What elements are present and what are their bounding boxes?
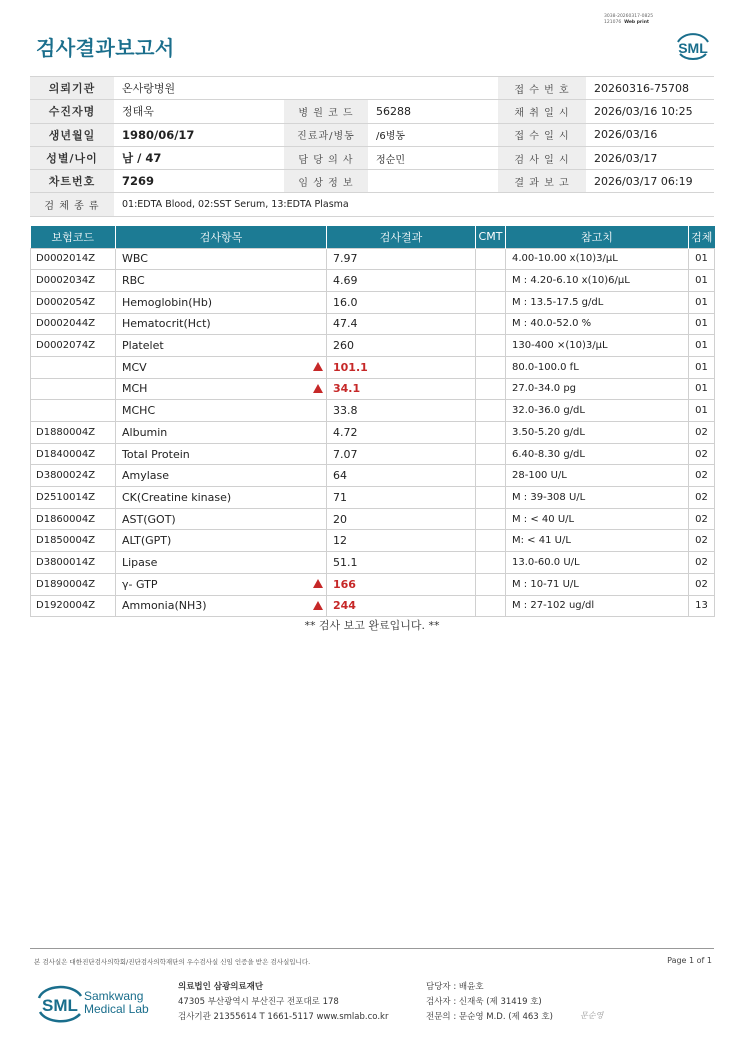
test-item xyxy=(116,356,327,378)
clinical-value xyxy=(368,170,498,193)
test-result: 101.1 xyxy=(327,356,476,378)
logo-text: SML xyxy=(678,40,708,56)
receipt-no-label: 접 수 번 호 xyxy=(498,77,586,100)
table-row xyxy=(31,573,715,595)
test-code: D0002074Z xyxy=(31,335,116,357)
test-result: 12 xyxy=(327,530,476,552)
table-row xyxy=(31,313,715,335)
test-code: D1890004Z xyxy=(31,573,116,595)
test-reference: M : 13.5-17.5 g/dL xyxy=(506,291,689,313)
test-specimen: 02 xyxy=(689,573,715,595)
test-code: D3800014Z xyxy=(31,552,116,574)
test-item: AST(GOT) xyxy=(116,508,327,530)
test-code: D1880004Z xyxy=(31,422,116,444)
test-reference: M : 27-102 ug/dl xyxy=(506,595,689,617)
test-item: MCHC xyxy=(116,400,327,422)
test-code xyxy=(31,400,116,422)
info-row xyxy=(30,123,714,146)
test-code: D0002034Z xyxy=(31,270,116,292)
signature: 문순영 xyxy=(580,1011,604,1020)
test-code: D1860004Z xyxy=(31,508,116,530)
test-cmt xyxy=(476,595,506,617)
info-row xyxy=(30,100,714,123)
test-result: 20 xyxy=(327,508,476,530)
info-row xyxy=(30,193,714,216)
table-row xyxy=(31,552,715,574)
org-contact: 검사기관 21355614 T 1661-5117 www.smlab.co.kr xyxy=(178,1012,389,1022)
test-cmt xyxy=(476,573,506,595)
name-value: 정태욱 xyxy=(114,100,284,123)
test-result: 4.69 xyxy=(327,270,476,292)
test-item: RBC xyxy=(116,270,327,292)
table-row xyxy=(31,248,715,270)
test-result: 34.1 xyxy=(327,378,476,400)
test-specimen: 01 xyxy=(689,248,715,270)
test-item: WBC xyxy=(116,248,327,270)
test-code: D1850004Z xyxy=(31,530,116,552)
test-item-label: γ- GTP xyxy=(122,577,158,591)
test-cmt xyxy=(476,335,506,357)
doctor-label: 담 당 의 사 xyxy=(284,146,368,169)
table-row xyxy=(31,356,715,378)
test-date-value: 2026/03/17 xyxy=(586,146,714,169)
test-code: D3800024Z xyxy=(31,465,116,487)
test-cmt xyxy=(476,248,506,270)
test-reference: 4.00-10.00 x(10)3/μL xyxy=(506,248,689,270)
test-result: 47.4 xyxy=(327,313,476,335)
page-number: Page 1 of 1 xyxy=(667,956,712,965)
table-row xyxy=(31,422,715,444)
receipt-no-value: 20260316-75708 xyxy=(586,77,714,100)
table-row xyxy=(31,595,715,617)
col-header-cmt: CMT xyxy=(476,226,506,248)
test-code xyxy=(31,356,116,378)
table-row xyxy=(31,465,715,487)
test-specimen: 02 xyxy=(689,443,715,465)
staff-info xyxy=(426,980,553,1025)
info-row xyxy=(30,146,714,169)
test-reference: 6.40-8.30 g/dL xyxy=(506,443,689,465)
dob-value: 1980/06/17 xyxy=(114,123,284,146)
test-item-label: MCH xyxy=(122,382,148,396)
brand-name xyxy=(84,990,149,1016)
footer-divider xyxy=(30,948,714,949)
dob-label: 생년월일 xyxy=(30,123,114,146)
results-table xyxy=(30,226,715,617)
test-result: 71 xyxy=(327,487,476,509)
test-reference: M : 39-308 U/L xyxy=(506,487,689,509)
test-cmt xyxy=(476,291,506,313)
report-code-number: 121076 xyxy=(604,20,622,25)
chart-value: 7269 xyxy=(114,170,284,193)
high-flag-icon xyxy=(313,384,323,393)
test-specimen: 01 xyxy=(689,356,715,378)
test-specimen: 01 xyxy=(689,313,715,335)
table-row xyxy=(31,487,715,509)
sexage-label: 성별/나이 xyxy=(30,146,114,169)
test-item: Platelet xyxy=(116,335,327,357)
staff-line: 검사자 : 신재욱 (제 31419 호) xyxy=(426,997,542,1007)
dept-value: /6병동 xyxy=(368,123,498,146)
col-header-result: 검사결과 xyxy=(327,226,476,248)
completion-message: ** 검사 보고 완료입니다. ** xyxy=(304,619,440,632)
test-reference: M : < 40 U/L xyxy=(506,508,689,530)
test-reference: 28-100 U/L xyxy=(506,465,689,487)
test-item xyxy=(116,595,327,617)
test-result: 7.97 xyxy=(327,248,476,270)
requester-label: 의뢰기관 xyxy=(30,77,114,100)
report-title: 검사결과보고서 xyxy=(36,36,175,60)
test-result: 16.0 xyxy=(327,291,476,313)
org-address: 47305 부산광역시 부산진구 전포대로 178 xyxy=(178,997,339,1007)
sml-logo-icon xyxy=(672,28,714,62)
brand-line: Medical Lab xyxy=(84,1002,149,1016)
results-header-row xyxy=(31,226,715,248)
col-header-ref: 참고치 xyxy=(506,226,689,248)
test-item: Albumin xyxy=(116,422,327,444)
high-flag-icon xyxy=(313,579,323,588)
test-reference: 13.0-60.0 U/L xyxy=(506,552,689,574)
test-result: 260 xyxy=(327,335,476,357)
test-specimen: 01 xyxy=(689,270,715,292)
collect-value: 2026/03/16 10:25 xyxy=(586,100,714,123)
test-cmt xyxy=(476,552,506,574)
test-item: ALT(GPT) xyxy=(116,530,327,552)
test-cmt xyxy=(476,378,506,400)
test-result: 33.8 xyxy=(327,400,476,422)
test-item xyxy=(116,378,327,400)
test-item xyxy=(116,573,327,595)
test-code: D1920004Z xyxy=(31,595,116,617)
table-row xyxy=(31,291,715,313)
test-code: D2510014Z xyxy=(31,487,116,509)
test-specimen: 02 xyxy=(689,530,715,552)
test-date-label: 검 사 일 시 xyxy=(498,146,586,169)
report-label: 결 과 보 고 xyxy=(498,170,586,193)
doctor-value: 정순민 xyxy=(368,146,498,169)
test-reference: M : 40.0-52.0 % xyxy=(506,313,689,335)
test-item: Amylase xyxy=(116,465,327,487)
test-item-label: Ammonia(NH3) xyxy=(122,599,207,613)
info-row xyxy=(30,77,714,100)
table-row xyxy=(31,400,715,422)
org-info xyxy=(178,980,388,1025)
test-cmt xyxy=(476,487,506,509)
test-reference: 3.50-5.20 g/dL xyxy=(506,422,689,444)
test-cmt xyxy=(476,422,506,444)
test-item: CK(Creatine kinase) xyxy=(116,487,327,509)
test-specimen: 01 xyxy=(689,291,715,313)
report-value: 2026/03/17 06:19 xyxy=(586,170,714,193)
test-reference: M : 10-71 U/L xyxy=(506,573,689,595)
dept-label: 진료과/병동 xyxy=(284,123,368,146)
staff-line: 전문의 : 문순영 M.D. (제 463 호) xyxy=(426,1012,553,1022)
col-header-item: 검사항목 xyxy=(116,226,327,248)
test-specimen: 02 xyxy=(689,508,715,530)
test-code: D0002044Z xyxy=(31,313,116,335)
sexage-value: 남 / 47 xyxy=(114,146,284,169)
test-code xyxy=(31,378,116,400)
receipt-date-label: 접 수 일 시 xyxy=(498,123,586,146)
brand-line: Samkwang xyxy=(84,989,144,1003)
high-flag-icon xyxy=(313,601,323,610)
test-code: D0002054Z xyxy=(31,291,116,313)
test-result: 64 xyxy=(327,465,476,487)
collect-label: 채 취 일 시 xyxy=(498,100,586,123)
staff-line: 담당자 : 배윤호 xyxy=(426,982,484,992)
receipt-date-value: 2026/03/16 xyxy=(586,123,714,146)
table-row xyxy=(31,270,715,292)
high-flag-icon xyxy=(313,362,323,371)
test-reference: M : 4.20-6.10 x(10)6/μL xyxy=(506,270,689,292)
test-result: 7.07 xyxy=(327,443,476,465)
test-item: Hematocrit(Hct) xyxy=(116,313,327,335)
test-specimen: 02 xyxy=(689,422,715,444)
test-cmt xyxy=(476,465,506,487)
test-result: 166 xyxy=(327,573,476,595)
test-item: Total Protein xyxy=(116,443,327,465)
test-item: Hemoglobin(Hb) xyxy=(116,291,327,313)
test-reference: 130-400 ×(10)3/μL xyxy=(506,335,689,357)
table-row xyxy=(31,508,715,530)
test-specimen: 02 xyxy=(689,465,715,487)
report-code-line: 3038-20260317-0825 xyxy=(604,14,654,19)
info-row xyxy=(30,170,714,193)
test-result: 244 xyxy=(327,595,476,617)
chart-label: 차트번호 xyxy=(30,170,114,193)
test-specimen: 01 xyxy=(689,378,715,400)
test-cmt xyxy=(476,400,506,422)
table-row xyxy=(31,443,715,465)
col-header-code: 보험코드 xyxy=(31,226,116,248)
test-specimen: 13 xyxy=(689,595,715,617)
test-cmt xyxy=(476,356,506,378)
patient-info-table xyxy=(30,76,714,217)
test-code: D0002014Z xyxy=(31,248,116,270)
specimen-value: 01:EDTA Blood, 02:SST Serum, 13:EDTA Plasma xyxy=(114,193,714,216)
hospital-code-label: 병 원 코 드 xyxy=(284,100,368,123)
col-header-specimen: 검체 xyxy=(689,226,715,248)
test-cmt xyxy=(476,443,506,465)
test-reference: M: < 41 U/L xyxy=(506,530,689,552)
test-cmt xyxy=(476,530,506,552)
table-row xyxy=(31,378,715,400)
clinical-label: 임 상 정 보 xyxy=(284,170,368,193)
test-code: D1840004Z xyxy=(31,443,116,465)
test-result: 51.1 xyxy=(327,552,476,574)
test-specimen: 02 xyxy=(689,552,715,574)
hospital-code-value: 56288 xyxy=(368,100,498,123)
table-row xyxy=(31,335,715,357)
svg-text:SML: SML xyxy=(42,996,78,1015)
requester-value: 온사랑병원 xyxy=(114,77,498,100)
certification-note: 본 검사실은 대한진단검사의학회/진단검사의학재단의 우수검사실 신임 인증을 받은 검사실입니다. xyxy=(34,958,311,966)
name-label: 수진자명 xyxy=(30,100,114,123)
test-cmt xyxy=(476,270,506,292)
test-item-label: MCV xyxy=(122,360,147,374)
test-reference: 32.0-36.0 g/dL xyxy=(506,400,689,422)
test-specimen: 01 xyxy=(689,400,715,422)
table-row xyxy=(31,530,715,552)
org-name: 의료법인 삼광의료재단 xyxy=(178,982,264,992)
test-specimen: 02 xyxy=(689,487,715,509)
test-reference: 80.0-100.0 fL xyxy=(506,356,689,378)
test-cmt xyxy=(476,313,506,335)
test-cmt xyxy=(476,508,506,530)
report-code xyxy=(604,14,653,26)
test-reference: 27.0-34.0 pg xyxy=(506,378,689,400)
test-result: 4.72 xyxy=(327,422,476,444)
web-print-label: Web print xyxy=(624,20,650,25)
test-specimen: 01 xyxy=(689,335,715,357)
specimen-label: 검 체 종 류 xyxy=(30,193,114,216)
test-item: Lipase xyxy=(116,552,327,574)
